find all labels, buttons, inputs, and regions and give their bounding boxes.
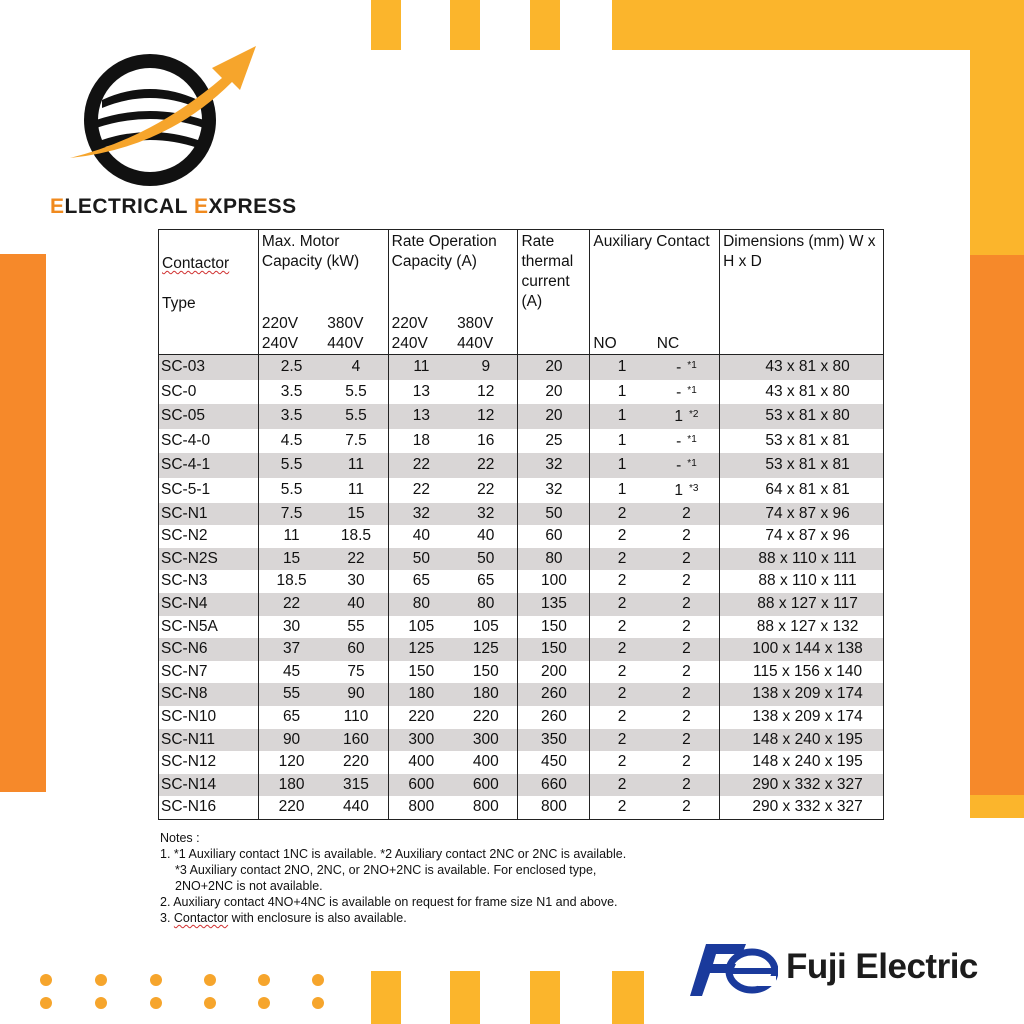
cell-thermal: 450 [518,751,590,774]
cell-rate-440: 105 [454,616,518,639]
brand-name [50,195,297,219]
cell-no: 1 [590,453,654,478]
table-row [159,355,884,380]
table-row [159,404,884,429]
cell-rate-440: 150 [454,661,518,684]
cell-thermal: 800 [518,796,590,819]
cell-motor-240: 120 [258,751,324,774]
cell-rate-240: 600 [388,774,454,797]
cell-rate-440: 600 [454,774,518,797]
header-contactor-type: Contactor Type [159,230,259,355]
cell-dimensions: 290 x 332 x 327 [720,796,884,819]
deco-corner-top [644,0,1024,50]
cell-type: SC-N7 [159,661,259,684]
cell-rate-240: 220 [388,706,454,729]
cell-rate-440: 32 [454,503,518,526]
cell-dimensions: 88 x 127 x 132 [720,616,884,639]
deco-bar [450,971,480,1024]
cell-rate-440: 12 [454,380,518,405]
deco-dot [312,997,324,1009]
cell-no: 2 [590,661,654,684]
cell-nc: 2 [654,638,720,661]
note-line: 2. Auxiliary contact 4NO+4NC is available on request for frame size N1 and above. [160,895,618,909]
cell-motor-440: 315 [324,774,388,797]
cell-rate-440: 400 [454,751,518,774]
cell-dimensions: 88 x 110 x 111 [720,570,884,593]
cell-nc: 2 [654,548,720,571]
cell-motor-240: 5.5 [258,453,324,478]
deco-bar [371,0,401,50]
cell-motor-440: 22 [324,548,388,571]
cell-no: 1 [590,355,654,380]
cell-dimensions: 148 x 240 x 195 [720,751,884,774]
cell-thermal: 32 [518,478,590,503]
electrical-express-logo-icon [62,38,262,198]
cell-thermal: 32 [518,453,590,478]
cell-dimensions: 53 x 81 x 80 [720,404,884,429]
cell-rate-240: 105 [388,616,454,639]
cell-motor-440: 11 [324,478,388,503]
cell-type: SC-N8 [159,683,259,706]
deco-bar [450,0,480,50]
cell-type: SC-N16 [159,796,259,819]
brand-word-2: XPRESS [208,195,297,218]
cell-nc: 2 [654,796,720,819]
table-row [159,751,884,774]
cell-type: SC-N3 [159,570,259,593]
cell-thermal: 350 [518,729,590,752]
cell-type: SC-N1 [159,503,259,526]
cell-rate-440: 220 [454,706,518,729]
spec-table-body [159,355,884,820]
table-row [159,661,884,684]
cell-rate-240: 125 [388,638,454,661]
cell-no: 2 [590,525,654,548]
cell-nc: 1 $^{*2}$ [654,404,720,429]
cell-rate-440: 80 [454,593,518,616]
cell-thermal: 20 [518,380,590,405]
cell-no: 2 [590,796,654,819]
cell-thermal: 80 [518,548,590,571]
cell-thermal: 260 [518,683,590,706]
cell-motor-240: 22 [258,593,324,616]
cell-rate-240: 11 [388,355,454,380]
note-line: *3 Auxiliary contact 2NO, 2NC, or 2NO+2NC is available. For enclosed type, [175,863,597,877]
cell-no: 2 [590,638,654,661]
cell-no: 1 [590,429,654,454]
cell-dimensions: 138 x 209 x 174 [720,683,884,706]
cell-rate-440: 9 [454,355,518,380]
deco-dot [204,997,216,1009]
cell-thermal: 150 [518,616,590,639]
deco-dot [40,997,52,1009]
deco-bar [612,0,644,50]
cell-thermal: 60 [518,525,590,548]
cell-motor-240: 55 [258,683,324,706]
cell-nc: 2 [654,503,720,526]
deco-right-strip [970,255,1024,795]
footnote-marker: *1 [687,360,697,371]
brand-initial-2: E [193,195,209,218]
table-row [159,593,884,616]
cell-no: 2 [590,548,654,571]
cell-nc: 2 [654,525,720,548]
cell-thermal: 135 [518,593,590,616]
cell-motor-240: 3.5 [258,380,324,405]
cell-dimensions: 53 x 81 x 81 [720,429,884,454]
deco-dot [40,974,52,986]
footnote-marker: *2 [689,409,699,421]
cell-thermal: 100 [518,570,590,593]
header-voltage: 220V 240V [388,314,454,355]
cell-motor-440: 110 [324,706,388,729]
deco-bar [530,971,560,1024]
cell-rate-440: 800 [454,796,518,819]
cell-thermal: 25 [518,429,590,454]
deco-dot [95,974,107,986]
cell-motor-240: 3.5 [258,404,324,429]
brand-initial: E [50,195,65,218]
header-rate-operation: Rate Operation Capacity (A) [388,230,518,315]
header-no: NO [590,314,654,355]
cell-motor-240: 4.5 [258,429,324,454]
cell-dimensions: 64 x 81 x 81 [720,478,884,503]
cell-dimensions: 74 x 87 x 96 [720,525,884,548]
cell-motor-440: 55 [324,616,388,639]
cell-motor-440: 30 [324,570,388,593]
cell-nc: 2 [654,729,720,752]
table-row [159,548,884,571]
cell-rate-440: 16 [454,429,518,454]
cell-motor-440: 4 [324,355,388,380]
cell-no: 2 [590,570,654,593]
cell-motor-240: 11 [258,525,324,548]
cell-rate-240: 13 [388,404,454,429]
cell-nc: 2 [654,774,720,797]
cell-type: SC-4-1 [159,453,259,478]
footnote-marker: *1 [687,458,697,470]
cell-motor-440: 18.5 [324,525,388,548]
cell-thermal: 260 [518,706,590,729]
cell-no: 2 [590,503,654,526]
fe-logo-icon [688,940,778,1000]
cell-no: 2 [590,593,654,616]
cell-motor-440: 220 [324,751,388,774]
deco-bar [371,971,401,1024]
cell-rate-240: 800 [388,796,454,819]
cell-dimensions: 43 x 81 x 80 [720,355,884,380]
deco-left-strip [0,254,46,792]
cell-thermal: 200 [518,661,590,684]
cell-rate-240: 300 [388,729,454,752]
header-voltage: 220V 240V [258,314,324,355]
contactor-spec-table [158,229,884,820]
header-voltage: 380V 440V [454,314,518,355]
cell-no: 2 [590,706,654,729]
cell-rate-440: 125 [454,638,518,661]
table-row [159,638,884,661]
cell-type: SC-5-1 [159,478,259,503]
cell-rate-240: 65 [388,570,454,593]
header-dimensions: Dimensions (mm) W x H x D [720,230,884,355]
cell-no: 1 [590,380,654,405]
cell-dimensions: 74 x 87 x 96 [720,503,884,526]
cell-motor-440: 5.5 [324,404,388,429]
notes-title: Notes : [160,831,200,845]
cell-rate-440: 22 [454,478,518,503]
cell-rate-440: 22 [454,453,518,478]
cell-rate-440: 40 [454,525,518,548]
header-voltage: 380V 440V [324,314,388,355]
cell-motor-440: 90 [324,683,388,706]
cell-rate-240: 150 [388,661,454,684]
cell-nc: - $^{*1}$ [654,453,720,478]
cell-dimensions: 88 x 110 x 111 [720,548,884,571]
note-line: 2NO+2NC is not available. [175,879,323,893]
cell-nc: 2 [654,661,720,684]
cell-dimensions: 43 x 81 x 80 [720,380,884,405]
cell-rate-240: 13 [388,380,454,405]
cell-dimensions: 53 x 81 x 81 [720,453,884,478]
brand-word-1: LECTRICAL [64,195,194,218]
cell-type: SC-N10 [159,706,259,729]
cell-rate-240: 22 [388,453,454,478]
cell-nc: - $^{*1}$ [654,355,720,380]
footnote-marker: *1 [687,384,697,396]
cell-motor-240: 90 [258,729,324,752]
cell-dimensions: 148 x 240 x 195 [720,729,884,752]
table-row [159,503,884,526]
cell-rate-240: 18 [388,429,454,454]
cell-nc: 2 [654,751,720,774]
table-row [159,525,884,548]
cell-motor-240: 2.5 [258,355,324,380]
cell-rate-440: 50 [454,548,518,571]
cell-no: 2 [590,616,654,639]
cell-nc: 1 $^{*3}$ [654,478,720,503]
cell-dimensions: 138 x 209 x 174 [720,706,884,729]
deco-dot [312,974,324,986]
cell-type: SC-N2 [159,525,259,548]
cell-motor-240: 30 [258,616,324,639]
table-row [159,616,884,639]
table-row [159,774,884,797]
cell-nc: 2 [654,616,720,639]
cell-motor-240: 65 [258,706,324,729]
cell-motor-440: 440 [324,796,388,819]
cell-thermal: 660 [518,774,590,797]
cell-type: SC-N12 [159,751,259,774]
cell-motor-440: 5.5 [324,380,388,405]
cell-nc: 2 [654,593,720,616]
deco-dot [258,974,270,986]
cell-motor-240: 180 [258,774,324,797]
cell-rate-240: 40 [388,525,454,548]
cell-dimensions: 88 x 127 x 117 [720,593,884,616]
cell-rate-240: 22 [388,478,454,503]
cell-motor-240: 7.5 [258,503,324,526]
cell-motor-240: 220 [258,796,324,819]
cell-nc: 2 [654,706,720,729]
cell-type: SC-0 [159,380,259,405]
cell-type: SC-N6 [159,638,259,661]
cell-type: SC-03 [159,355,259,380]
cell-no: 2 [590,751,654,774]
cell-type: SC-N2S [159,548,259,571]
cell-motor-440: 160 [324,729,388,752]
cell-type: SC-4-0 [159,429,259,454]
cell-motor-240: 15 [258,548,324,571]
table-row [159,706,884,729]
header-nc: NC [654,314,720,355]
table-row [159,683,884,706]
cell-no: 2 [590,729,654,752]
cell-motor-240: 18.5 [258,570,324,593]
cell-no: 1 [590,478,654,503]
cell-nc: 2 [654,570,720,593]
deco-dot [258,997,270,1009]
cell-rate-440: 65 [454,570,518,593]
cell-type: SC-N11 [159,729,259,752]
cell-thermal: 20 [518,404,590,429]
table-row [159,380,884,405]
cell-motor-240: 45 [258,661,324,684]
cell-nc: - $^{*1}$ [654,380,720,405]
deco-bar [530,0,560,50]
table-row [159,478,884,503]
cell-motor-440: 40 [324,593,388,616]
deco-dot [204,974,216,986]
table-row [159,570,884,593]
cell-rate-440: 300 [454,729,518,752]
note-line: 1. *1 Auxiliary contact 1NC is available. *2 Auxiliary contact 2NC or 2NC is available. [160,847,627,861]
cell-type: SC-N5A [159,616,259,639]
deco-dot [150,997,162,1009]
cell-motor-440: 7.5 [324,429,388,454]
cell-dimensions: 290 x 332 x 327 [720,774,884,797]
cell-type: SC-N4 [159,593,259,616]
cell-motor-440: 60 [324,638,388,661]
cell-motor-440: 15 [324,503,388,526]
cell-dimensions: 115 x 156 x 140 [720,661,884,684]
deco-bar [612,971,644,1024]
cell-nc: - $^{*1}$ [654,429,720,454]
cell-no: 2 [590,683,654,706]
cell-rate-240: 32 [388,503,454,526]
cell-motor-440: 75 [324,661,388,684]
cell-type: SC-N14 [159,774,259,797]
cell-dimensions: 100 x 144 x 138 [720,638,884,661]
deco-dot [150,974,162,986]
cell-motor-440: 11 [324,453,388,478]
cell-rate-240: 400 [388,751,454,774]
table-row [159,729,884,752]
header-motor-capacity: Max. Motor Capacity (kW) [258,230,388,315]
cell-no: 1 [590,404,654,429]
header-thermal-current: Rate thermal current (A) [518,230,590,355]
cell-type: SC-05 [159,404,259,429]
cell-motor-240: 37 [258,638,324,661]
cell-thermal: 150 [518,638,590,661]
cell-nc: 2 [654,683,720,706]
deco-dot [95,997,107,1009]
cell-rate-240: 50 [388,548,454,571]
cell-rate-240: 80 [388,593,454,616]
table-row [159,796,884,819]
cell-rate-440: 12 [454,404,518,429]
notes-section [160,830,760,926]
footnote-marker: *3 [689,482,699,494]
table-row [159,429,884,454]
cell-rate-440: 180 [454,683,518,706]
cell-motor-240: 5.5 [258,478,324,503]
table-row [159,453,884,478]
note-line: 3. Contactor with enclosure is also available. [160,911,407,925]
cell-thermal: 50 [518,503,590,526]
header-aux-contact: Auxiliary Contact [590,230,720,315]
footnote-marker: *1 [687,433,697,445]
cell-thermal: 20 [518,355,590,380]
cell-no: 2 [590,774,654,797]
fuji-electric-name: Fuji Electric [786,947,978,986]
cell-rate-240: 180 [388,683,454,706]
